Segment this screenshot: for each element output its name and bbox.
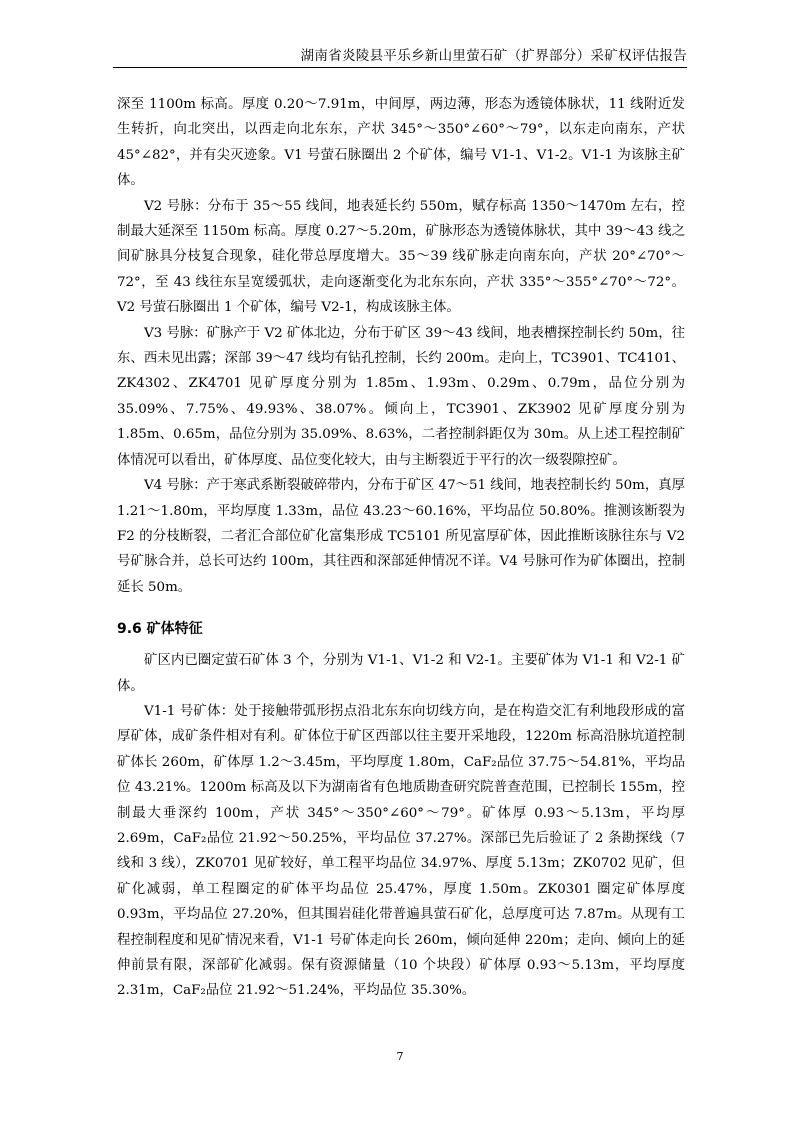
paragraph-v1-1-ore-body: V1-1 号矿体：处于接触带弧形拐点沿北东东向切线方向，是在构造交汇有利地段形成的富厚矿体，成矿条件相对有利。矿体位于矿区西部以往主要开采地段，1220m 标高沿脉坑道控制矿体长 260m，矿体厚 1.2～3.45m，平均厚度 1.80m，CaF₂品位 37.75～54.81%，平均品位 43.21%。1200m 标高及以下为湖南省有色地质勘查研究院普查范围，已控制长 155m，控制最大垂深约 100m，产状 345°～350°∠60°～79°。矿体厚 0.93～5.13m，平均厚 2.69m，CaF₂品位 21.92～50.25%，平均品位 37.27%。深部已先后验证了 2 条勘探线（7 线和 3 线），ZK0701 见矿较好，单工程平均品位 34.97%、厚度 5.13m；ZK0702 见矿，但矿化减弱，单工程圈定的矿体平均品位 25.47%，厚度 1.50m。ZK0301 圈定矿体厚度 0.93m，平均品位 27.20%，但其围岩硅化带普遍具萤石矿化，总厚度可达 7.87m。从现有工程控制程度和见矿情况来看，V1-1 号矿体走向长 260m，倾向延伸 220m；走向、倾向上的延伸前景有限，深部矿化减弱。保有资源储量（10 个块段）矿体厚 0.93～5.13m，平均厚度 2.31m，CaF₂品位 21.92～51.24%，平均品位 35.30%。	[117, 703, 685, 999]
page-header	[113, 44, 687, 68]
paragraph-ore-bodies-summary: 矿区内已圈定萤石矿体 3 个，分别为 V1-1、V1-2 和 V2-1。主要矿体为 V1-1 和 V2-1 矿体。	[117, 653, 685, 694]
paragraph-v1-continued: 深至 1100m 标高。厚度 0.20～7.91m，中间厚，两边薄，形态为透镜体脉状，11 线附近发生转折，向北突出，以西走向北东东，产状 345°～350°∠60°～79°，以东走向南东，产状 45°∠82°，并有尖灭迹象。V1 号萤石脉圈出 2 个矿体，编号 V1-1、V1-2。V1-1 为该脉主矿体。	[117, 97, 685, 189]
document-body	[117, 92, 685, 1004]
paragraph-v4-vein: V4 号脉：产于寒武系断裂破碎带内，分布于矿区 47～51 线间，地表控制长约 50m，真厚 1.21～1.80m，平均厚度 1.33m，品位 43.23～60.16%，平均品位 50.80%。推测该断裂为 F2 的分枝断裂，二者汇合部位矿化富集形成 TC5101 所见富厚矿体，因此推断该脉往东与 V2 号矿脉合并，总长可达约 100m，其往西和深部延伸情况不详。V4 号脉可作为矿体圈出，控制延长 50m。	[117, 478, 685, 595]
report-title: 湖南省炎陵县平乐乡新山里萤石矿（扩界部分）采矿权评估报告	[300, 48, 687, 64]
paragraph-v2-vein: V2 号脉：分布于 35～55 线间，地表延长约 550m，赋存标高 1350～1470m 左右，控制最大延深至 1150m 标高。厚度 0.27～5.20m，矿脉形态为透镜体脉状，其中 39～43 线之间矿脉具分枝复合现象，硅化带总厚度增大。35～39 线矿脉走向南东向，产状 20°∠70°～72°，至 43 线往东呈宽缓弧状，走向逐渐变化为北东东向，产状 335°～355°∠70°～72°。V2 号萤石脉圈出 1 个矿体，编号 V2-1，构成该脉主体。	[117, 198, 685, 316]
page-number: 7	[396, 1050, 404, 1063]
section-heading: 9.6 矿体特征	[117, 621, 203, 638]
paragraph-v3-vein: V3 号脉：矿脉产于 V2 矿体北边，分布于矿区 39～43 线间，地表槽探控制长约 50m，往东、西未见出露；深部 39～47 线均有钻孔控制，长约 200m。走向上，TC3901、TC4101、ZK4302、ZK4701 见矿厚度分别为 1.85m、1.93m、0.29m、0.79m，品位分别为 35.09%、7.75%、49.93%、38.07%。倾向上，TC3901、ZK3902 见矿厚度分别为 1.85m、0.65m，品位分别为 35.09%、8.63%，二者控制斜距仅为 30m。从上述工程控制矿体情况可以看出，矿体厚度、品位变化较大，由与主断裂近于平行的次一级裂隙控矿。	[117, 325, 685, 468]
